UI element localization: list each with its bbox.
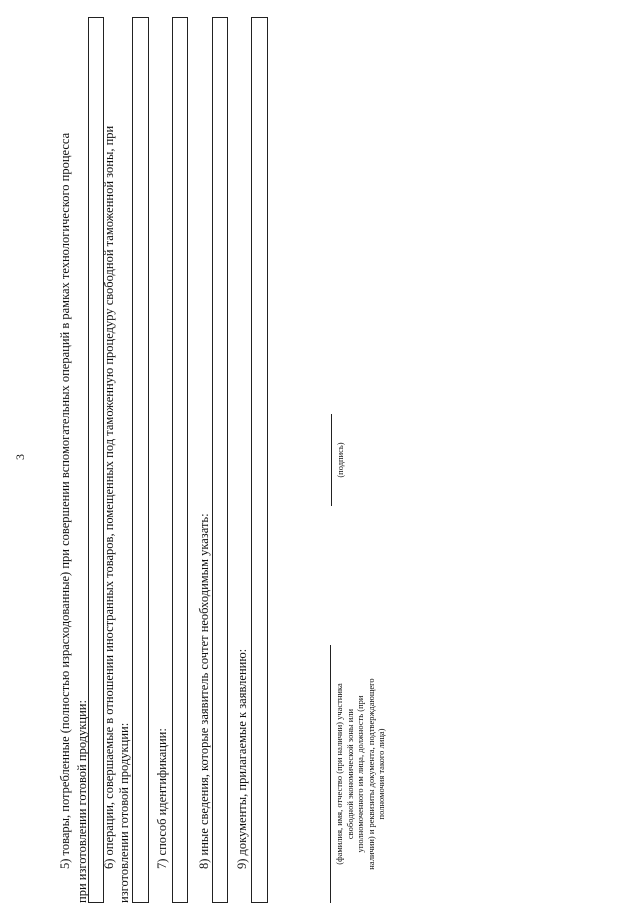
item5-line1: 5) товары, потребленные (полностью израсходованные) при совершении вспомогательных операций в рамках технологического процесса (58, 132, 72, 869)
fio-caption-line: уполномоченного им лица, должность (при (355, 695, 365, 853)
item7-label: 7) способ идентификации: (155, 728, 169, 869)
item6-input-box[interactable] (132, 17, 149, 903)
item6-line2: изготовлении готовой продукции: (117, 722, 131, 903)
item8-label: 8) иные сведения, которые заявитель сочтет необходимым указать: (197, 513, 211, 869)
page-number: 3 (13, 454, 27, 460)
fio-signature-line (330, 645, 331, 903)
item8-input-box[interactable] (212, 17, 228, 903)
item5-line2: при изготовлении готовой продукции: (75, 700, 89, 903)
fio-caption-line: свободной экономической зоны или (344, 708, 355, 840)
fio-caption-line: наличии) и реквизиты документа, подтверждающего (365, 678, 376, 870)
item9-label: 9) документы, прилагаемые к заявлению: (235, 648, 249, 869)
fio-caption (334, 645, 387, 903)
signature-caption: (подпись) (335, 442, 345, 478)
signature-line (331, 414, 332, 506)
fio-caption-line: (фамилия, имя, отчество (при наличии) участника (334, 683, 344, 865)
item7-input-box[interactable] (172, 17, 188, 903)
item6-line1: 6) операции, совершаемые в отношении иностранных товаров, помещенных под таможенную процедуру свободной таможенной зоны, при (102, 125, 116, 869)
item9-input-box[interactable] (251, 17, 268, 903)
fio-caption-line: полномочия такого лица) (376, 728, 386, 820)
